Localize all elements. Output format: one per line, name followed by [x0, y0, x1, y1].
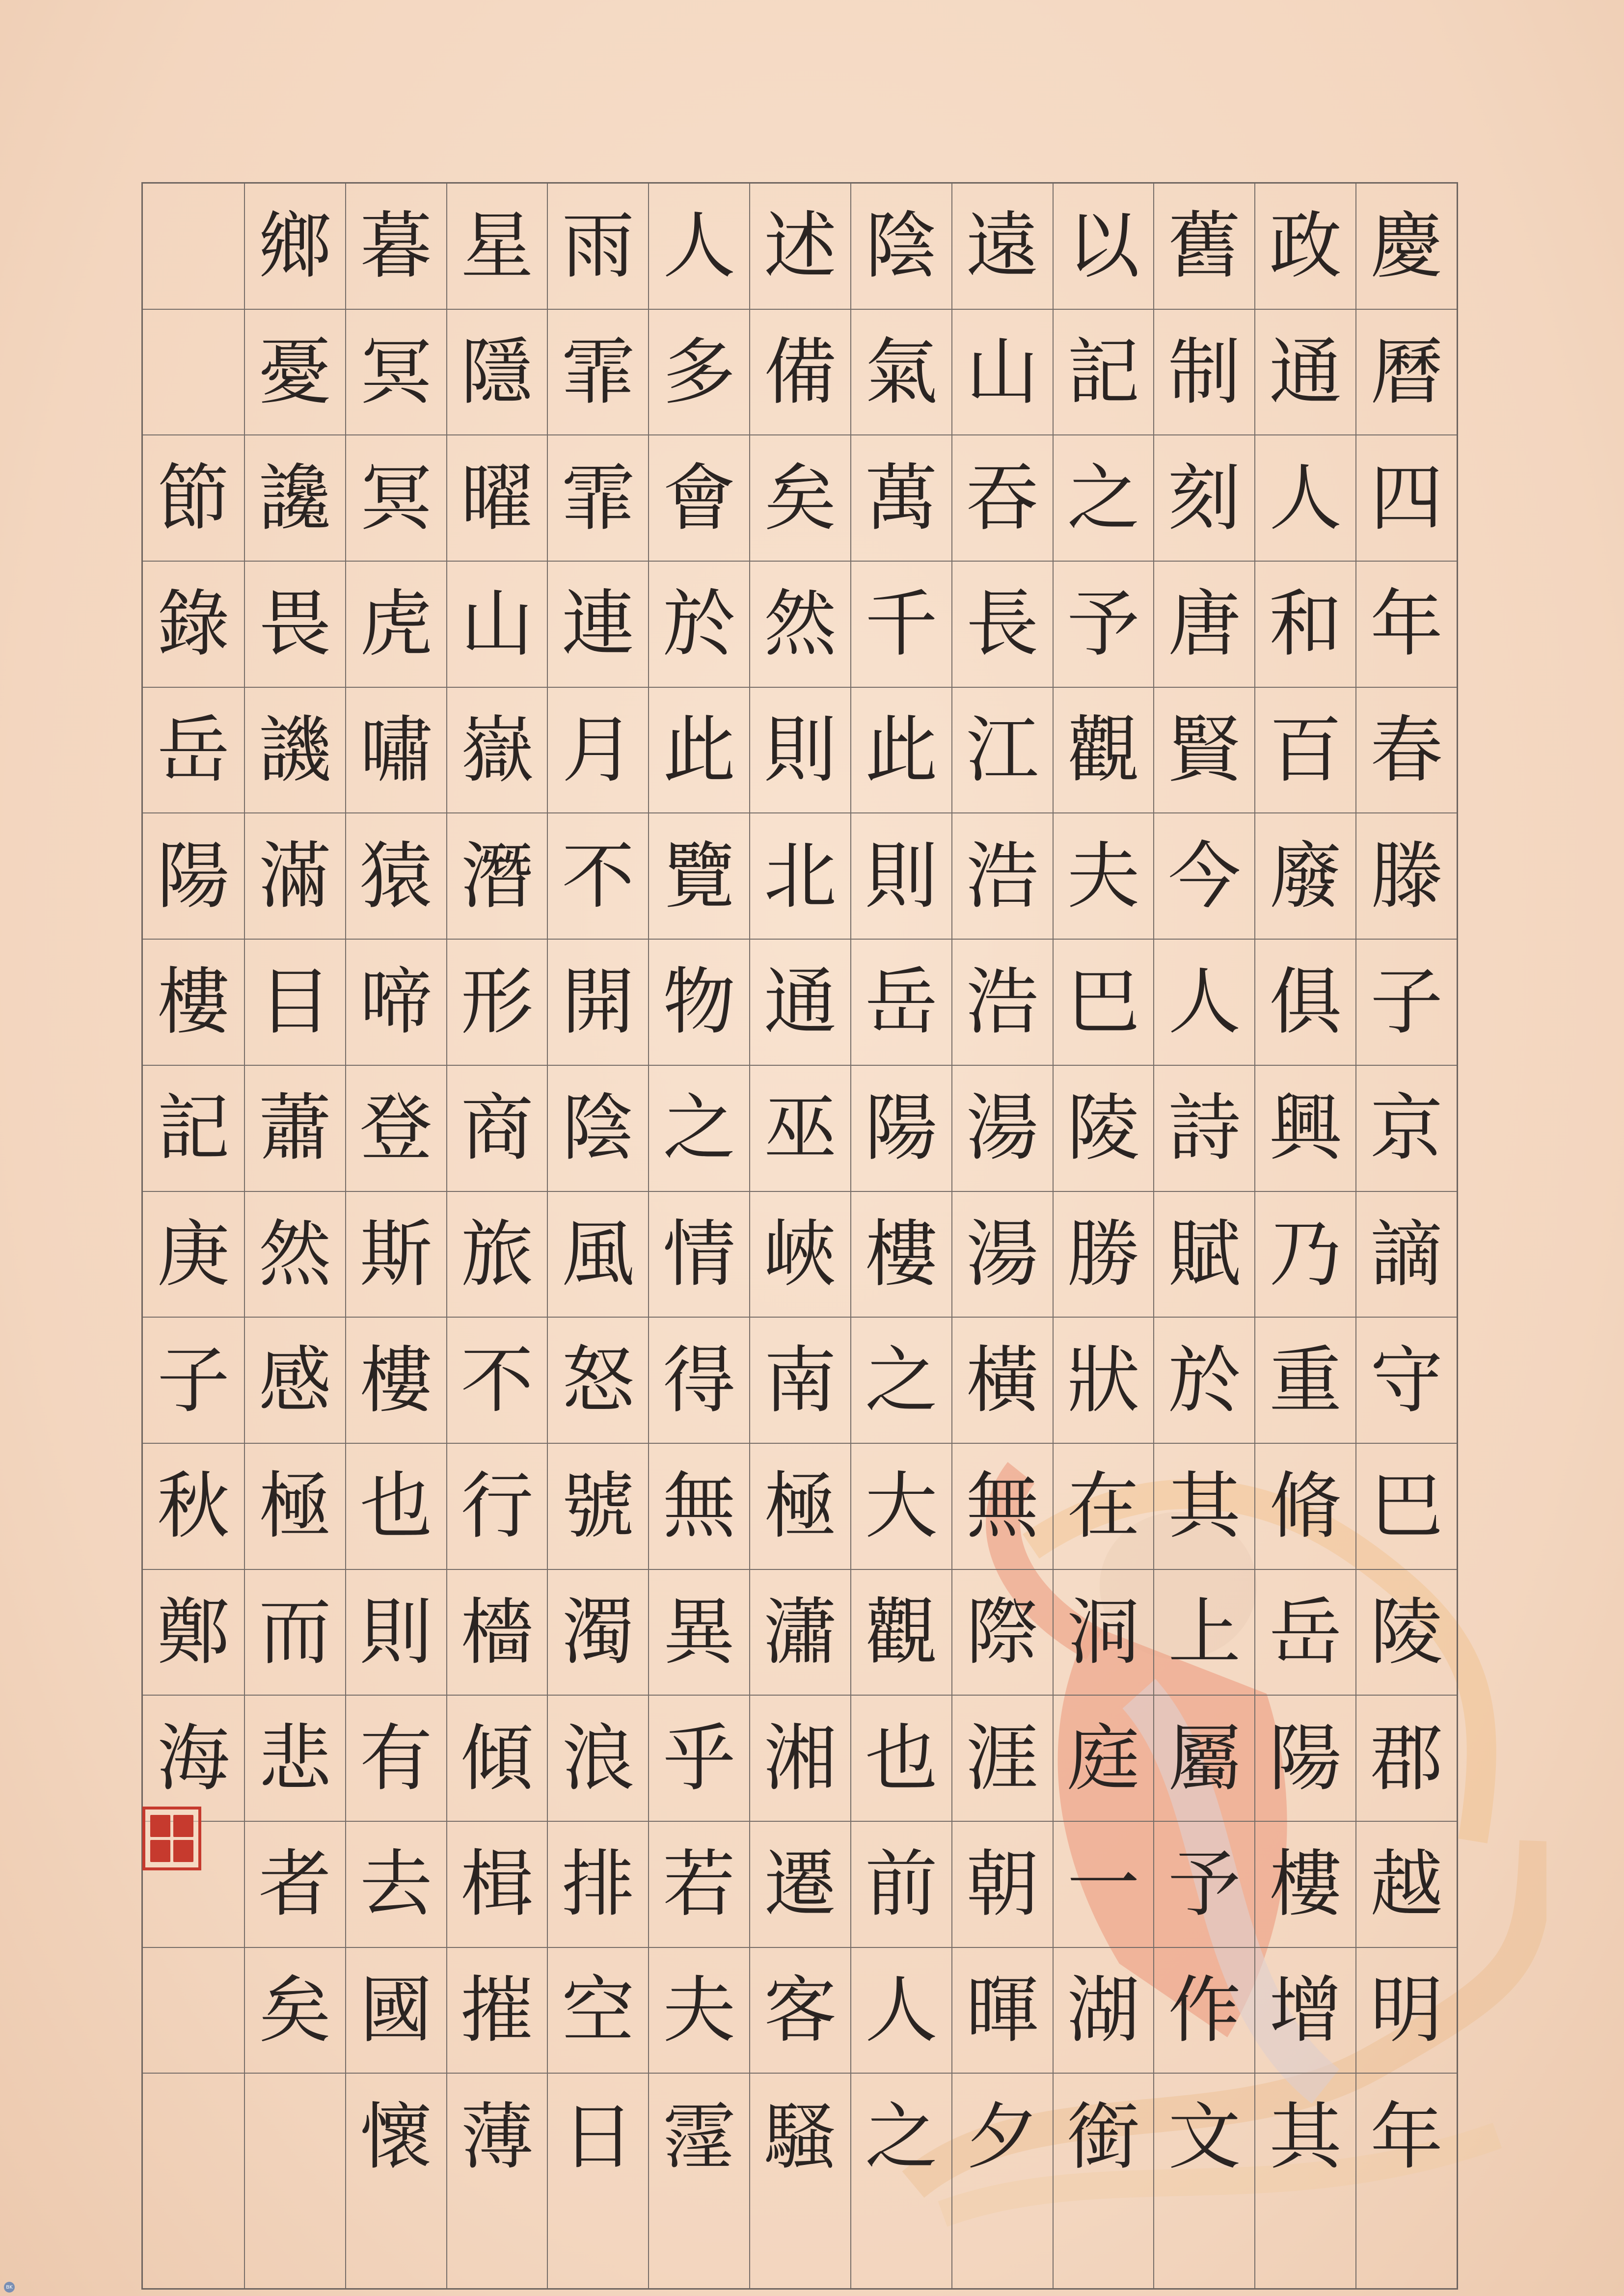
text-column-3 — [1153, 184, 1254, 2288]
grid-cell: 長 — [952, 562, 1053, 688]
grid-cell: 檣 — [447, 1570, 547, 1696]
text-column-7 — [749, 184, 850, 2288]
grid-cell: 和 — [1255, 562, 1355, 688]
grid-cell: 無 — [952, 1444, 1053, 1570]
grid-cell: 讒 — [245, 435, 345, 562]
grid-cell: 郡 — [1356, 1696, 1457, 1822]
grid-cell: 連 — [548, 562, 648, 688]
grid-cell: 陰 — [548, 1066, 648, 1192]
grid-cell: 楫 — [447, 1822, 547, 1948]
text-column-6 — [850, 184, 951, 2288]
grid-cell: 有 — [346, 1696, 446, 1822]
grid-cell: 不 — [447, 1318, 547, 1444]
grid-cell — [143, 310, 244, 436]
grid-cell: 之 — [851, 1318, 951, 1444]
grid-cell: 明 — [1356, 1948, 1457, 2074]
grid-cell: 得 — [649, 1318, 749, 1444]
grid-cell: 冥 — [346, 435, 446, 562]
grid-cell: 號 — [548, 1444, 648, 1570]
grid-cell: 星 — [447, 184, 547, 310]
grid-cell: 湘 — [750, 1696, 850, 1822]
grid-cell: 樓 — [851, 1192, 951, 1318]
grid-cell — [143, 2074, 244, 2200]
grid-cell: 陰 — [851, 184, 951, 310]
grid-cell: 滕 — [1356, 813, 1457, 940]
grid-cell: 極 — [245, 1444, 345, 1570]
grid-cell: 前 — [851, 1822, 951, 1948]
grid-cell: 湖 — [1054, 1948, 1154, 2074]
grid-cell: 巴 — [1054, 940, 1154, 1066]
grid-cell: 朝 — [952, 1822, 1053, 1948]
grid-cell: 以 — [1054, 184, 1154, 310]
grid-cell: 不 — [548, 813, 648, 940]
grid-cell: 今 — [1154, 813, 1254, 940]
text-column-12 — [244, 184, 345, 2288]
grid-cell: 增 — [1255, 1948, 1355, 2074]
grid-cell: 曜 — [447, 435, 547, 562]
grid-cell: 濁 — [548, 1570, 648, 1696]
grid-cell: 也 — [346, 1444, 446, 1570]
grid-cell: 年 — [1370, 2094, 1443, 2179]
grid-cell: 北 — [750, 813, 850, 940]
grid-cell: 排 — [548, 1822, 648, 1948]
grid-cell: 潛 — [447, 813, 547, 940]
grid-cell: 空 — [548, 1948, 648, 2074]
grid-cell: 騷 — [764, 2094, 837, 2179]
grid-cell: 矣 — [750, 435, 850, 562]
grid-cell: 俱 — [1255, 940, 1355, 1066]
grid-cell: 脩 — [1255, 1444, 1355, 1570]
grid-cell: 勝 — [1054, 1192, 1154, 1318]
grid-cell: 極 — [750, 1444, 850, 1570]
grid-cell: 觀 — [1054, 688, 1154, 814]
text-column-2 — [1254, 184, 1355, 2288]
grid-cell: 情 — [649, 1192, 749, 1318]
grid-cell: 於 — [649, 562, 749, 688]
grid-cell: 冥 — [346, 310, 446, 436]
grid-cell: 制 — [1154, 310, 1254, 436]
text-column-8 — [648, 184, 749, 2288]
grid-cell: 陽 — [143, 813, 244, 940]
grid-cell: 遷 — [750, 1822, 850, 1948]
grid-cell: 霪 — [663, 2094, 736, 2179]
grid-cell — [245, 2074, 345, 2200]
grid-cell: 則 — [750, 688, 850, 814]
grid-cell: 賢 — [1154, 688, 1254, 814]
grid-cell: 人 — [1255, 435, 1355, 562]
text-column-11 — [345, 184, 446, 2288]
grid-cell: 舊 — [1154, 184, 1254, 310]
grid-cell: 年 — [1356, 562, 1457, 688]
grid-cell: 樓 — [346, 1318, 446, 1444]
grid-cell: 風 — [548, 1192, 648, 1318]
grid-cell — [143, 1948, 244, 2074]
grid-cell: 然 — [245, 1192, 345, 1318]
grid-cell: 湯 — [952, 1192, 1053, 1318]
grid-cell: 備 — [750, 310, 850, 436]
grid-cell: 滿 — [245, 813, 345, 940]
grid-cell: 畏 — [245, 562, 345, 688]
grid-cell: 形 — [447, 940, 547, 1066]
grid-cell: 巫 — [750, 1066, 850, 1192]
grid-cell: 通 — [1255, 310, 1355, 436]
grid-cell: 開 — [548, 940, 648, 1066]
grid-cell: 予 — [1054, 562, 1154, 688]
grid-cell: 斯 — [346, 1192, 446, 1318]
grid-cell: 岳 — [851, 940, 951, 1066]
grid-cell: 庚 — [143, 1192, 244, 1318]
grid-cell: 夫 — [649, 1948, 749, 2074]
grid-cell: 目 — [245, 940, 345, 1066]
grid-cell: 海 — [143, 1696, 244, 1822]
grid-cell: 乃 — [1255, 1192, 1355, 1318]
grid-cell: 而 — [245, 1570, 345, 1696]
grid-cell: 覽 — [649, 813, 749, 940]
grid-cell: 夕 — [966, 2094, 1039, 2179]
grid-cell: 雨 — [548, 184, 648, 310]
grid-cell: 萬 — [851, 435, 951, 562]
grid-cell: 興 — [1255, 1066, 1355, 1192]
grid-cell: 銜 — [1067, 2094, 1140, 2179]
grid-cell: 春 — [1356, 688, 1457, 814]
grid-cell: 京 — [1356, 1066, 1457, 1192]
grid-cell: 於 — [1154, 1318, 1254, 1444]
grid-cell: 陽 — [1255, 1696, 1355, 1822]
grid-cell: 曆 — [1356, 310, 1457, 436]
grid-cell: 會 — [649, 435, 749, 562]
grid-cell: 國 — [346, 1948, 446, 2074]
text-column-10 — [446, 184, 547, 2288]
grid-cell: 薄 — [460, 2094, 534, 2179]
grid-cell: 此 — [649, 688, 749, 814]
grid-cell: 錄 — [143, 562, 244, 688]
grid-cell: 唐 — [1154, 562, 1254, 688]
grid-cell: 作 — [1154, 1948, 1254, 2074]
grid-cell: 之 — [649, 1066, 749, 1192]
grid-cell: 岳 — [143, 688, 244, 814]
grid-cell: 涯 — [952, 1696, 1053, 1822]
grid-cell: 人 — [1154, 940, 1254, 1066]
grid-cell: 謫 — [1356, 1192, 1457, 1318]
grid-cell: 重 — [1255, 1318, 1355, 1444]
grid-cell: 感 — [245, 1318, 345, 1444]
grid-cell: 樓 — [143, 940, 244, 1066]
character-grid — [141, 182, 1458, 2290]
grid-cell: 之 — [865, 2094, 938, 2179]
grid-cell: 賦 — [1154, 1192, 1254, 1318]
grid-cell: 人 — [851, 1948, 951, 2074]
grid-cell: 去 — [346, 1822, 446, 1948]
grid-cell: 橫 — [952, 1318, 1053, 1444]
grid-cell: 越 — [1356, 1822, 1457, 1948]
grid-cell: 峽 — [750, 1192, 850, 1318]
grid-cell: 詩 — [1154, 1066, 1254, 1192]
grid-cell: 怒 — [548, 1318, 648, 1444]
grid-cell: 夫 — [1054, 813, 1154, 940]
grid-cell: 洞 — [1054, 1570, 1154, 1696]
grid-cell: 記 — [1054, 310, 1154, 436]
text-column-5 — [951, 184, 1053, 2288]
grid-cell: 屬 — [1154, 1696, 1254, 1822]
grid-cell: 嘯 — [346, 688, 446, 814]
grid-cell: 庭 — [1054, 1696, 1154, 1822]
red-seal-stamp — [142, 1807, 201, 1870]
grid-cell: 月 — [548, 688, 648, 814]
grid-cell: 人 — [649, 184, 749, 310]
grid-cell: 觀 — [851, 1570, 951, 1696]
grid-cell: 樓 — [1255, 1822, 1355, 1948]
grid-cell: 鄭 — [143, 1570, 244, 1696]
grid-cell: 其 — [1269, 2094, 1342, 2179]
grid-cell: 懷 — [359, 2094, 433, 2179]
grid-cell: 千 — [851, 562, 951, 688]
grid-cell: 登 — [346, 1066, 446, 1192]
grid-cell: 大 — [851, 1444, 951, 1570]
grid-cell: 廢 — [1255, 813, 1355, 940]
text-column-4 — [1053, 184, 1154, 2288]
grid-cell: 則 — [346, 1570, 446, 1696]
grid-cell: 江 — [952, 688, 1053, 814]
grid-cell: 浪 — [548, 1696, 648, 1822]
grid-cell: 山 — [952, 310, 1053, 436]
grid-cell: 記 — [143, 1066, 244, 1192]
grid-cell: 慶 — [1356, 184, 1457, 310]
grid-cell: 狀 — [1054, 1318, 1154, 1444]
grid-cell: 政 — [1255, 184, 1355, 310]
grid-cell: 然 — [750, 562, 850, 688]
grid-cell: 商 — [447, 1066, 547, 1192]
grid-cell: 予 — [1154, 1822, 1254, 1948]
grid-cell: 刻 — [1154, 435, 1254, 562]
grid-cell: 悲 — [245, 1696, 345, 1822]
grid-cell: 日 — [562, 2094, 635, 2179]
grid-cell: 四 — [1356, 435, 1457, 562]
grid-cell: 啼 — [346, 940, 446, 1066]
grid-cell: 乎 — [649, 1696, 749, 1822]
grid-cell: 在 — [1054, 1444, 1154, 1570]
grid-cell: 若 — [649, 1822, 749, 1948]
grid-cell: 遠 — [952, 184, 1053, 310]
grid-cell: 子 — [143, 1318, 244, 1444]
text-column-9 — [547, 184, 648, 2288]
seal-mark — [150, 1815, 193, 1862]
grid-cell: 憂 — [245, 310, 345, 436]
grid-cell: 嶽 — [447, 688, 547, 814]
grid-cell: 猿 — [346, 813, 446, 940]
grid-cell: 秋 — [143, 1444, 244, 1570]
grid-cell: 鄉 — [245, 184, 345, 310]
grid-cell — [143, 184, 244, 310]
grid-cell: 者 — [245, 1822, 345, 1948]
grid-cell: 之 — [1054, 435, 1154, 562]
grid-cell: 浩 — [952, 940, 1053, 1066]
grid-cell: 上 — [1154, 1570, 1254, 1696]
grid-cell: 虎 — [346, 562, 446, 688]
grid-cell: 矣 — [245, 1948, 345, 2074]
grid-cell: 氣 — [851, 310, 951, 436]
grid-cell: 湯 — [952, 1066, 1053, 1192]
grid-cell: 譏 — [245, 688, 345, 814]
grid-cell: 無 — [649, 1444, 749, 1570]
grid-cell: 暉 — [952, 1948, 1053, 2074]
grid-cell: 吞 — [952, 435, 1053, 562]
grid-cell: 行 — [447, 1444, 547, 1570]
grid-cell: 陽 — [851, 1066, 951, 1192]
grid-cell: 也 — [851, 1696, 951, 1822]
grid-cell: 通 — [750, 940, 850, 1066]
grid-cell: 異 — [649, 1570, 749, 1696]
grid-cell: 山 — [447, 562, 547, 688]
grid-cell: 霏 — [548, 310, 648, 436]
site-watermark — [4, 2282, 15, 2293]
grid-cell: 霏 — [548, 435, 648, 562]
grid-cell: 述 — [750, 184, 850, 310]
grid-cell: 節 — [143, 435, 244, 562]
grid-cell: 際 — [952, 1570, 1053, 1696]
grid-cell: 守 — [1356, 1318, 1457, 1444]
grid-cell: 暮 — [346, 184, 446, 310]
grid-cell: 陵 — [1356, 1570, 1457, 1696]
grid-cell: 瀟 — [750, 1570, 850, 1696]
text-column-1 — [1355, 184, 1457, 2288]
grid-cell: 則 — [851, 813, 951, 940]
grid-cell: 陵 — [1054, 1066, 1154, 1192]
signature-column — [143, 184, 244, 2288]
grid-cell: 客 — [750, 1948, 850, 2074]
grid-cell: 此 — [851, 688, 951, 814]
grid-cell: 隱 — [447, 310, 547, 436]
grid-cell: 百 — [1255, 688, 1355, 814]
grid-cell: 文 — [1168, 2094, 1241, 2179]
grid-cell: 一 — [1054, 1822, 1154, 1948]
grid-cell: 蕭 — [245, 1066, 345, 1192]
grid-cell: 多 — [649, 310, 749, 436]
grid-cell: 浩 — [952, 813, 1053, 940]
grid-cell: 南 — [750, 1318, 850, 1444]
grid-cell: 摧 — [447, 1948, 547, 2074]
grid-cell: 旅 — [447, 1192, 547, 1318]
grid-cell: 岳 — [1255, 1570, 1355, 1696]
grid-cell: 其 — [1154, 1444, 1254, 1570]
grid-cell: 傾 — [447, 1696, 547, 1822]
watermark-logo-icon: BK — [4, 2282, 15, 2293]
grid-cell: 巴 — [1356, 1444, 1457, 1570]
grid-cell: 物 — [649, 940, 749, 1066]
grid-cell: 子 — [1356, 940, 1457, 1066]
